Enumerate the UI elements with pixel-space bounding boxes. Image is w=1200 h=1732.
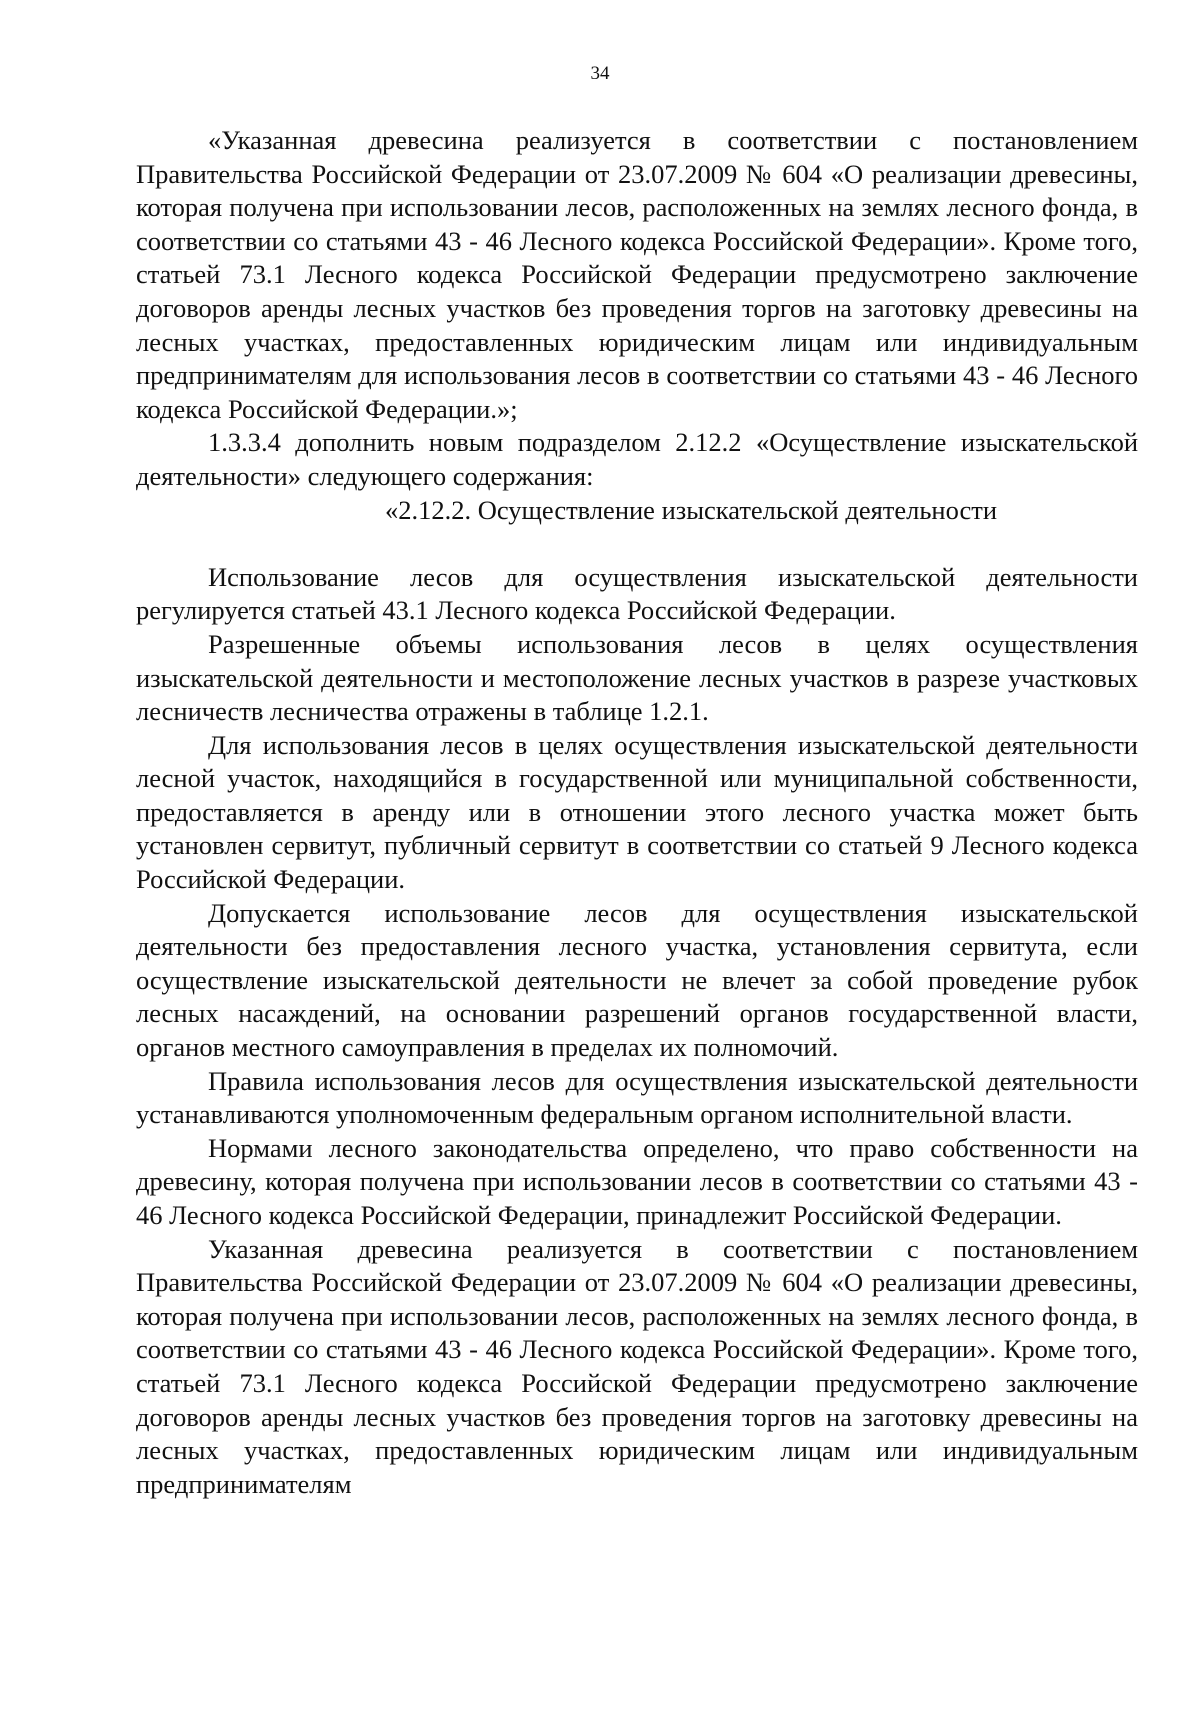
paragraph-without-lease: Допускается использование лесов для осуществления изыскательской деятельности без предоставления лесного участка, установления сервитута, если осуществление изыскательской деятельности не влечет за собой проведение рубок лесных насаждений, на основании разрешений органов государственной власти, органов местного самоуправления в пределах их полномочий.	[136, 897, 1138, 1063]
blank-line	[136, 527, 1138, 561]
document-body	[136, 124, 1138, 1501]
paragraph-timber-sale: Указанная древесина реализуется в соответствии с постановлением Правительства Российской Федерации от 23.07.2009 № 604 «О реализации древесины, которая получена при использовании лесов, расположенных на землях лесного фонда, в соответствии со статьями 43 - 46 Лесного кодекса Российской Федерации». Кроме того, статьей 73.1 Лесного кодекса Российской Федерации предусмотрено заключение договоров аренды лесных участков без проведения торгов на заготовку древесины на лесных участках, предоставленных юридическим лицам или индивидуальным предпринимателям	[136, 1233, 1138, 1499]
page-number: 34	[590, 63, 610, 84]
paragraph-amendment-instruction: 1.3.3.4 дополнить новым подразделом 2.12.2 «Осуществление изыскательской деятельности» следующего содержания:	[136, 427, 1138, 491]
subsection-heading: «2.12.2. Осуществление изыскательской деятельности	[384, 494, 998, 525]
paragraph-lease-servitude: Для использования лесов в целях осуществления изыскательской деятельности лесной участок, находящийся в государственной или муниципальной собственности, предоставляется в аренду или в отношении этого лесного участка может быть установлен сервитут, публичный сервитут в соответствии со статьей 9 Лесного кодекса Российской Федерации.	[136, 729, 1138, 895]
paragraph-ownership: Нормами лесного законодательства определено, что право собственности на древесину, которая получена при использовании лесов в соответствии со статьями 43 - 46 Лесного кодекса Российской Федерации, принадлежит Российской Федерации.	[136, 1132, 1138, 1230]
paragraph-permitted-volumes: Разрешенные объемы использования лесов в целях осуществления изыскательской деятельности и местоположение лесных участков в разрезе участковых лесничеств лесничества отражены в таблице 1.2.1.	[136, 628, 1138, 727]
paragraph-regulation: Использование лесов для осуществления изыскательской деятельности регулируется статьей 43.1 Лесного кодекса Российской Федерации.	[136, 561, 1138, 626]
paragraph-rules: Правила использования лесов для осуществления изыскательской деятельности устанавливаются уполномоченным федеральным органом исполнительной власти.	[136, 1065, 1138, 1130]
paragraph-quote-continuation: «Указанная древесина реализуется в соответствии с постановлением Правительства Российской Федерации от 23.07.2009 № 604 «О реализации древесины, которая получена при использовании лесов, расположенных на землях лесного фонда, в соответствии со статьями 43 - 46 Лесного кодекса Российской Федерации». Кроме того, статьей 73.1 Лесного кодекса Российской Федерации предусмотрено заключение договоров аренды лесных участков без проведения торгов на заготовку древесины на лесных участках, предоставленных юридическим лицам или индивидуальным предпринимателям для использования лесов в соответствии со статьями 43 - 46 Лесного кодекса Российской Федерации.»;	[136, 125, 1138, 424]
